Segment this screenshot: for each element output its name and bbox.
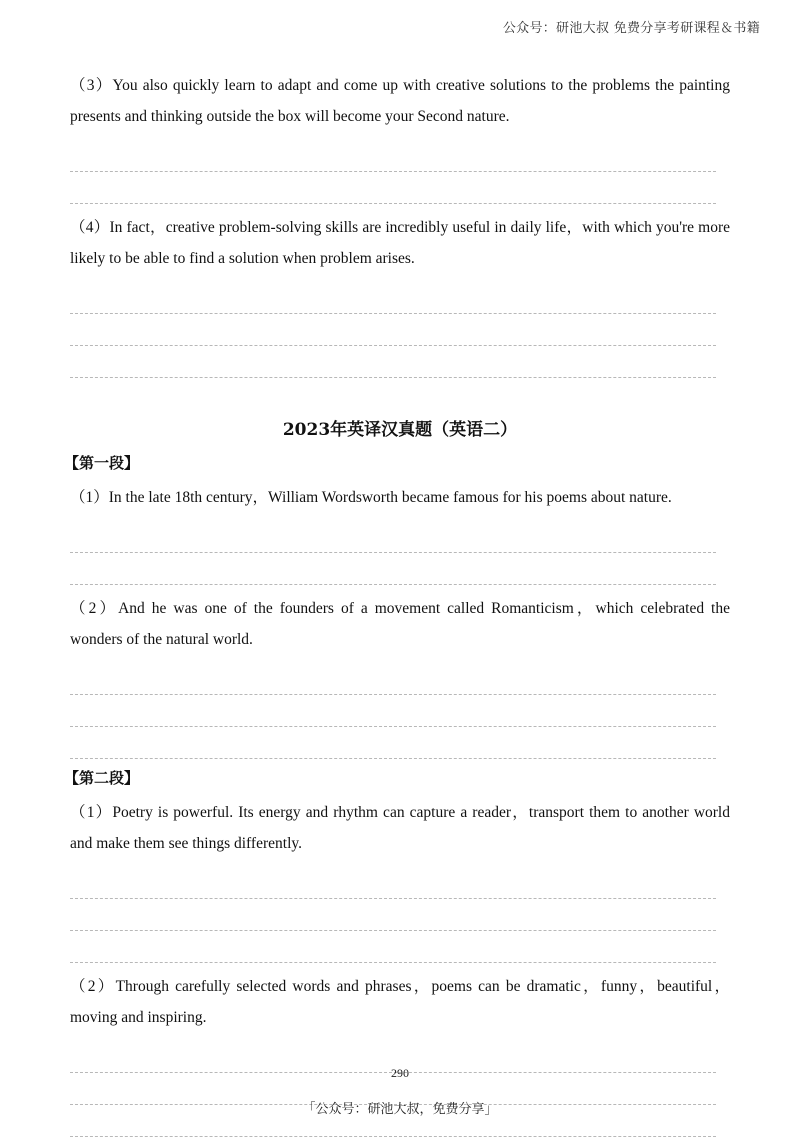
segment-label-1: 【第一段】 [64,454,140,472]
segment1-sentence-2: （2）And he was one of the founders of a movement called Romanticism，which celebrated the wonders of the natural world. [70,600,730,648]
answer-line[interactable] [70,899,716,931]
answer-line[interactable] [70,140,716,172]
sentence-3: （3）You also quickly learn to adapt and come up with creative solutions to the problems the painting presents and thinking outside the box will become your Second nature. [70,77,730,125]
answer-line[interactable] [70,282,716,314]
page-content [64,70,730,1137]
segment-label-2: 【第二段】 [64,769,140,787]
answer-line[interactable] [70,663,716,695]
section-title: 2023年英译汉真题（英语二） [282,420,518,440]
answer-line[interactable] [70,172,716,204]
header-note: 公众号：研池大叔 免费分享考研课程＆书籍 [502,21,760,36]
answer-lines [70,663,730,759]
segment2-sentence-2: （2）Through carefully selected words and phrases，poems can be dramatic，funny，beautiful，moving and inspiring. [70,978,730,1026]
answer-line[interactable] [70,695,716,727]
answer-lines [70,521,730,585]
footer-note: 「公众号：研池大叔，免费分享」 [302,1102,498,1117]
page-number: 290 [391,1066,409,1080]
answer-lines [70,1041,730,1137]
segment1-sentence-1: （1）In the late 18th century，William Wordsworth became famous for his poems about nature. [70,489,672,506]
answer-lines [70,282,730,378]
answer-line[interactable] [70,314,716,346]
sentence-4: （4）In fact，creative problem-solving skills are incredibly useful in daily life，with which you're more likely to be able to find a solution when problem arises. [70,219,730,267]
answer-line[interactable] [70,867,716,899]
answer-line[interactable] [70,931,716,963]
answer-lines [70,867,730,963]
answer-line[interactable] [70,553,716,585]
answer-line[interactable] [70,346,716,378]
answer-line[interactable] [70,521,716,553]
answer-line[interactable] [70,727,716,759]
segment2-sentence-1: （1）Poetry is powerful. Its energy and rhythm can capture a reader，transport them to another world and make them see things differently. [70,804,730,852]
answer-lines [70,140,730,204]
